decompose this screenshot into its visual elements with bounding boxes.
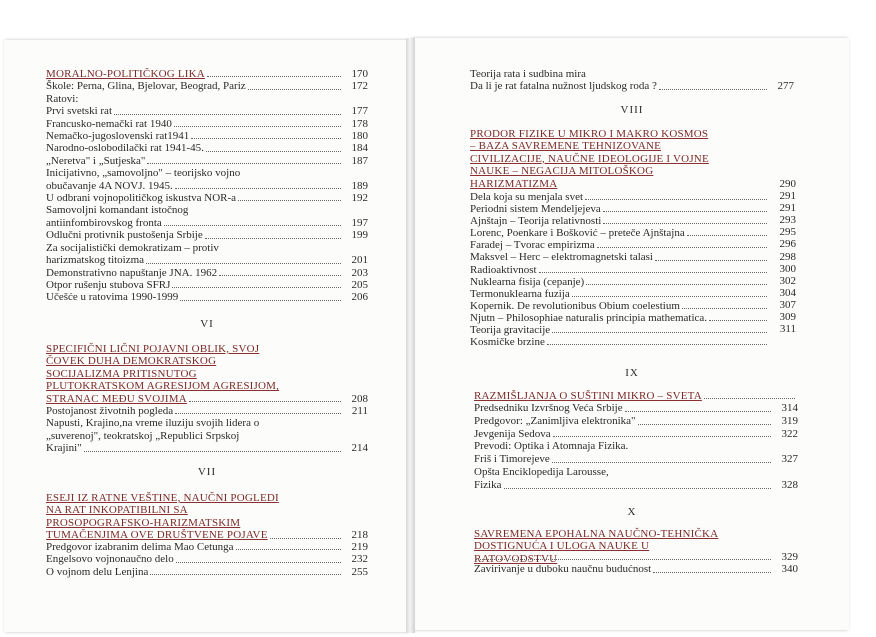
toc-entry-title: Učešće u ratovima 1990-1999 [46,291,179,304]
toc-entry-page: 319 [781,414,798,427]
toc-entry-title: Teorija gravitacije [470,324,551,337]
toc-entry [46,80,368,92]
toc-entry-title: Francusko-nemački rat 1940 [46,117,172,130]
chapter-heading-line: SAVREMENA EPOHALNA NAUČNO-TEHNIČKA [474,528,719,540]
toc-entry-page: 170 [351,68,368,80]
toc-entry [46,442,368,454]
toc-block-right-top [470,68,794,93]
toc-entry-title: Maksvel – Herc – elektromagnetski talasi [470,251,653,264]
chapter-heading-line-wrap [46,504,368,516]
dot-leader [175,413,341,414]
dot-leader [572,296,767,297]
chapter-heading-line: PROSOPOGRAFSKO-HARIZMATSKIM [46,516,241,529]
dot-leader [207,76,341,77]
toc-entry-page: 314 [781,402,798,414]
chapter-heading-line: ESEJI IZ RATNE VEŠTINE, NAUČNI POGLEDI [46,492,279,504]
toc-entry-title: Krajini" [46,442,82,455]
dot-leader [638,424,772,425]
toc-entry [46,155,368,167]
toc-entry-title: Lorenc, Poenkare i Bošković – preteče Ajnštajna [470,227,685,240]
toc-entry-page: 311 [779,323,796,336]
toc-entry-page: 197 [351,216,368,229]
toc-entry-page: 296 [779,238,796,251]
dot-leader [682,308,767,309]
dot-leader [553,436,771,437]
toc-entry-page: 255 [351,565,368,578]
toc-entry [474,415,798,428]
dot-leader [585,199,767,200]
dot-leader [270,538,341,539]
toc-entry-title: Nuklearna fisija (cepanje) [470,275,585,288]
toc-entry-title: Njutn – Philosophiae naturalis principia mathematica. [470,311,708,324]
dot-leader [687,235,767,236]
dot-leader [655,260,767,261]
toc-entry [470,251,770,263]
toc-entry-title: Opšta Enciklopedija Larousse, [474,465,609,478]
toc-entry-page: 178 [351,117,368,130]
toc-entry [474,402,798,415]
toc-entry-title: Predgovor izabranim delima Mao Cetunga [46,541,234,553]
toc-entry-title: Da li je rat fatalna nužnost ljudskog roda ? [470,80,657,93]
chapter-heading-line: PLUTOKRATSKOM AGRESIJOM AGRESIJOM, [46,380,280,393]
toc-entry [46,566,368,578]
toc-entry-page: 199 [351,229,368,242]
chapter-heading-line: RAZMIŠLJANJA O SUŠTINI MIKRO – SVETA [474,390,702,402]
chapter-heading-line-wrap [470,165,770,177]
toc-entry-title: Postojanost životnih pogleda [46,405,174,417]
toc-entry-page: 187 [351,154,368,167]
toc-entry-title: Predsedniku Izvršnog Veća Srbije [474,402,623,414]
chapter-heading-line: TUMAČENJIMA OVE DRUŠTVENE POJAVE [46,529,268,542]
toc-entry-title: Prvi svetski rat [46,105,112,118]
toc-entry [46,192,368,204]
dot-leader [174,126,341,127]
dot-leader [146,263,341,264]
chapter-heading-page: 208 [351,392,368,405]
toc-entry [470,191,770,203]
toc-entry [46,242,368,254]
toc-entry-title: Faradej – Tvorac empirizma [470,239,595,252]
toc-entry-page: 328 [781,478,798,491]
toc-entry-page: 329 [781,551,798,563]
toc-entry-title: „suverenoj", teokratskoj „Republici Srpskoj [46,429,240,442]
toc-entry-page: 219 [351,541,368,553]
chapter-heading-line: DOSTIGNUĆA I ULOGA NAUKE U [474,540,650,553]
toc-entry [470,312,770,324]
toc-entry [46,130,368,142]
toc-entry-title: Odlučni protivnik pustošenja Srbije [46,229,203,242]
chapter-heading-line-wrap [470,140,770,152]
toc-block-left-top [46,68,368,304]
chapter-heading-line: – BAZA SAVREMENE TEHNIZOVANE [470,140,662,153]
toc-entry [46,405,368,417]
dot-leader [597,247,767,248]
toc-entry-page: 211 [351,405,368,417]
toc-entry-page: 300 [779,262,796,275]
toc-entry [46,180,368,192]
toc-entry-title: Kopernik. De revolutionibus Obium coelestium [470,299,680,312]
toc-entry [46,118,368,130]
chapter-heading-line: SPECIFIČNI LIČNI POJAVNI OBLIK, SVOJ [46,343,260,355]
toc-entry-title: Friš i Timorejeve [474,453,550,466]
chapter-heading-row [474,390,798,402]
toc-entry-title: Demonstrativno napuštanje JNA. 1962 [46,266,218,279]
chapter-heading-line: STRANAC MEĐU SVOJIMA [46,392,187,405]
toc-entry-page: 177 [351,105,368,118]
toc-entry-page: 180 [351,130,368,143]
chapter-heading-line-wrap [474,528,798,540]
toc-entry-page: 302 [779,274,796,287]
toc-entry-page: 327 [781,453,798,466]
section-number-ix: IX [625,367,639,379]
toc-entry [474,453,798,466]
dot-leader [164,225,341,226]
toc-entry [46,553,368,565]
toc-entry-title: Radioaktivnost [470,263,537,276]
toc-block-viii [470,191,770,348]
toc-entry-page: 277 [777,80,794,93]
toc-entry [470,203,770,215]
chapter-heading-line-wrap [470,178,770,190]
toc-entry-page: 291 [779,190,796,203]
dot-leader [504,488,772,489]
chapter-heading-line-wrap [46,517,368,529]
chapter-heading-page: 218 [351,529,368,542]
chapter-heading-last-line [46,393,368,405]
toc-entry-title: Inicijativno, „samovoljno" – teorijsko vojno [46,167,241,180]
dot-leader [206,151,341,152]
toc-entry-page: 295 [779,226,796,239]
chapter-heading-line-wrap [46,380,368,392]
toc-entry-title: Engelsovo vojnonaučno delo [46,553,174,566]
toc-entry-title: Samovoljni komandant istočnog [46,204,189,217]
toc-entry [470,336,770,348]
toc-entry [470,276,770,288]
toc-entry-title: Nemačko-jugoslovenski rat1941 [46,130,190,143]
toc-entry [470,264,770,276]
dot-leader [659,89,767,90]
toc-entry [46,417,368,429]
toc-entry-title: Napusti, Krajino,na vreme iluziju svojih lidera o [46,417,260,430]
section-number-x: X [627,506,637,518]
dot-leader [189,401,341,402]
dot-leader [180,300,341,301]
toc-entry-page: 214 [351,442,368,455]
toc-entry [474,551,798,563]
dot-leader [653,572,771,573]
toc-entry-title: Za socijalistički demokratizam – protiv [46,241,219,254]
dot-leader [552,462,771,463]
book-gutter [406,38,415,633]
toc-entry [46,430,368,442]
toc-entry-page: 172 [351,80,368,93]
toc-entry [46,267,368,279]
chapter-heading-line-wrap [470,128,770,140]
toc-entry-title: Jevgenija Sedova [474,427,551,440]
toc-entry-title: Dela koja su menjala svet [470,191,584,203]
toc-entry-title: antiinfombirovskog fronta [46,216,162,229]
toc-entry [46,204,368,216]
dot-leader [84,451,341,452]
dot-leader [238,200,341,201]
chapter-heading-line-wrap [470,153,770,165]
toc-entry-title: „Neretva" i „Sutjeska" [46,154,146,167]
dot-leader [147,163,341,164]
toc-entry-title: obučavanje 4A NOVJ. 1945. [46,179,173,192]
dot-leader [205,238,341,239]
toc-entry-page: 205 [351,278,368,291]
dot-leader [191,138,341,139]
toc-entry [470,288,770,300]
section-number-viii: VIII [620,104,644,116]
toc-entry [470,324,770,336]
dot-leader [248,89,341,90]
toc-entry [470,300,770,312]
toc-entry [470,68,794,80]
dot-leader [625,411,771,412]
toc-entry-page: 232 [351,553,368,566]
chapter-heading-vi [46,343,368,405]
toc-entry-title: Ratovi: [46,92,79,105]
toc-entry [46,68,368,80]
page-numbers-viii [770,178,796,335]
toc-entry-title: Teorija rata i sudbina mira [470,68,586,80]
chapter-heading-line-wrap [46,355,368,367]
toc-entry-title: Ajnštajn – Teorija relativnosti [470,215,602,228]
dot-leader [476,559,771,560]
toc-entry [46,167,368,179]
dot-leader [219,275,341,276]
chapter-heading-last-line [46,529,368,541]
chapter-heading-ix [474,390,798,402]
dot-leader [547,344,767,345]
toc-entry-title: Otpor rušenju stubova SFRJ [46,278,171,291]
toc-entry [46,541,368,553]
toc-entry-page: 291 [779,202,796,215]
dot-leader [603,223,767,224]
toc-entry-title: Prevodi: Optika i Atomnaja Fizika. [474,440,629,453]
chapter-heading-line-wrap [46,343,368,355]
toc-entry [46,93,368,105]
toc-entry-title: harizmatskog titoizma [46,254,145,267]
toc-entry [470,80,794,92]
toc-block-vii [46,541,368,578]
toc-block-ix [474,402,798,492]
toc-entry [474,479,798,492]
toc-block-x [474,551,798,576]
toc-entry-title: Škole: Perna, Glina, Bjelovar, Beograd, Pariz [46,80,246,93]
chapter-heading-line: RATOVODSTVU [474,552,558,565]
toc-entry [474,466,798,479]
dot-leader [172,287,341,288]
toc-entry-page: 293 [779,214,796,227]
dot-leader [114,114,341,115]
dot-leader [176,562,341,563]
toc-entry [46,254,368,266]
dot-leader [236,549,341,550]
section-number-vi: VI [200,318,214,330]
toc-entry-title: Fizika [474,478,502,491]
toc-entry-title: Termonuklearna fuzija [470,287,570,300]
toc-entry [470,227,770,239]
toc-entry-title: Predgovor: „Zanimljiva elektronika" [474,414,636,427]
toc-entry-page: 290 [779,178,796,190]
toc-entry [474,440,798,453]
toc-entry-page: 340 [781,563,798,576]
toc-entry-page: 298 [779,250,796,263]
toc-entry [474,428,798,441]
chapter-heading-line: HARIZMATIZMA [470,177,558,190]
toc-entry-page: 304 [779,286,796,299]
dot-leader [552,332,767,333]
chapter-heading-vii [46,492,368,542]
chapter-heading-viii [470,128,770,190]
chapter-heading-line: NA RAT INKOPATIBILNI SA [46,504,188,517]
toc-entry-title: Zavirivanje u duboku naučnu budućnost [474,563,652,576]
toc-entry-page: 192 [351,192,368,205]
toc-entry [46,142,368,154]
toc-entry-page: 322 [781,427,798,440]
toc-entry [46,105,368,117]
section-number-vii: VII [197,466,217,478]
toc-entry [470,239,770,251]
toc-entry-page: 309 [779,311,796,324]
toc-entry [46,229,368,241]
dot-leader [603,211,767,212]
toc-entry-title: Periodni sistem Mendeljejeva [470,203,601,216]
dot-leader [709,320,767,321]
toc-entry [470,215,770,227]
chapter-heading-line: PRODOR FIZIKE U MIKRO I MAKRO KOSMOS [470,128,709,140]
toc-entry [46,279,368,291]
dot-leader [704,398,795,399]
toc-entry [46,217,368,229]
toc-entry-page: 307 [779,298,796,311]
chapter-heading-line: CIVILIZACIJE, NAUČNE IDEOLOGIJE I VOJNE [470,152,709,165]
toc-entry-page: 184 [351,142,368,155]
toc-entry-title: Kosmičke brzine [470,336,545,349]
dot-leader [539,272,767,273]
chapter-heading-line: SOCIJALIZMA PRITISNUTOG [46,367,197,380]
toc-entry-title: O vojnom delu Lenjina [46,565,149,578]
toc-entry [46,291,368,303]
toc-entry [474,563,798,575]
dot-leader [175,188,341,189]
chapter-heading-line-wrap [46,492,368,504]
toc-entry-title: MORALNO-POLITIČKOG LIKA [46,68,205,80]
toc-entry-page: 189 [351,179,368,192]
chapter-heading-line: ČOVEK DUHA DEMOKRATSKOG [46,355,217,368]
chapter-heading-line: NAUKE – NEGACIJA MITOLOŠKOG [470,165,654,178]
toc-entry-page: 206 [351,291,368,304]
toc-block-vi [46,405,368,455]
toc-entry-title: Narodno-oslobodilački rat 1941-45. [46,142,204,155]
chapter-heading-line-wrap [46,368,368,380]
dot-leader [586,284,767,285]
toc-entry-page: 201 [351,254,368,267]
dot-leader [150,574,341,575]
toc-entry-page: 203 [351,266,368,279]
toc-entry-title: U odbrani vojnopolitičkog iskustva NOR-a [46,192,237,205]
